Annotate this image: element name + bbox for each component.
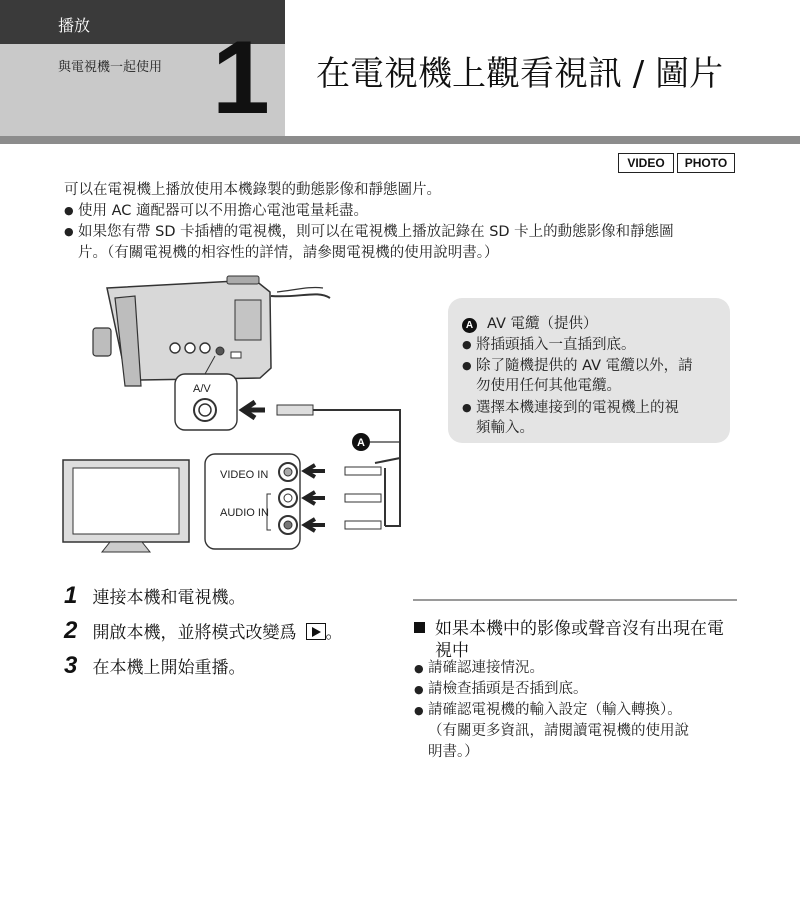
step-number: 1 [64, 582, 78, 609]
troubleshoot-item-text: 請確認電視機的輸入設定（輸入轉換）。 [428, 702, 682, 718]
note-bullet-text: 將插頭插入一直插到底。 [476, 337, 636, 353]
note-bullet-continuation: 頻輸入。 [476, 420, 534, 436]
page-title: 在電視機上觀看視訊 / 圖片 [316, 54, 724, 94]
audio-in-label: AUDIO IN [220, 507, 269, 519]
step-text: 連接本機和電視機。 [92, 588, 246, 608]
step-2 [64, 617, 343, 645]
note-bullet-text: 除了隨機提供的 AV 電纜以外，請 [476, 358, 693, 374]
step-number: 2 [64, 617, 78, 644]
note-bullet [462, 335, 636, 355]
note-bullet-continuation: 勿使用任何其他電纜。 [476, 378, 621, 394]
intro-bullet-text: 如果您有帶 SD 卡插槽的電視機，則可以在電視機上播放記錄在 SD 卡上的動態影像和靜態圖 [78, 224, 674, 240]
tv-illustration [63, 460, 189, 552]
av-port-label: A/V [193, 383, 211, 395]
note-heading-text: AV 電纜（提供） [487, 316, 598, 332]
video-mode-tag: VIDEO [618, 153, 674, 173]
cable-callout-letter: A [357, 437, 365, 449]
troubleshoot-heading-line: 視中 [435, 641, 469, 661]
troubleshoot-item [414, 658, 544, 679]
note-heading [462, 314, 598, 334]
note-callout-letter: A [462, 318, 477, 333]
intro-bullet-text: 使用 AC 適配器可以不用擔心電池電量耗盡。 [78, 203, 369, 219]
subsection-label: 與電視機一起使用 [58, 60, 163, 75]
note-bullet [462, 356, 693, 376]
chapter-number: 1 [212, 20, 270, 136]
troubleshoot-item-continuation: 明書。） [428, 744, 479, 760]
step-text: 開啟本機，並將模式改變爲 [92, 623, 297, 643]
video-in-label: VIDEO IN [220, 469, 269, 481]
connection-diagram [55, 268, 435, 558]
note-bullet-text: 選擇本機連接到的電視機上的視 [476, 400, 679, 416]
troubleshoot-item-text: 請檢查插頭是否插到底。 [428, 681, 588, 697]
arrow-left-icon [243, 402, 265, 418]
play-mode-icon [306, 623, 326, 640]
step-1 [64, 582, 245, 610]
step-text: 在本機上開始重播。 [92, 658, 246, 678]
troubleshoot-item-text: 請確認連接情況。 [428, 660, 544, 676]
intro-bullet [64, 201, 368, 221]
step-text-suffix: 。 [325, 623, 343, 643]
troubleshoot-heading-line: 如果本機中的影像或聲音沒有出現在電 [435, 619, 724, 639]
intro-bullet [64, 222, 674, 242]
step-number: 3 [64, 652, 78, 679]
section-label: 播放 [58, 16, 91, 35]
troubleshoot-divider [413, 599, 737, 601]
note-bullet [462, 398, 679, 418]
troubleshoot-item [414, 700, 682, 721]
camcorder-illustration [93, 276, 330, 386]
intro-bullet-continuation: 片。（有關電視機的相容性的詳情，請參閱電視機的使用說明書。） [78, 245, 499, 261]
troubleshoot-item [414, 679, 588, 700]
square-bullet-icon [414, 622, 425, 633]
intro-paragraph: 可以在電視機上播放使用本機錄製的動態影像和靜態圖片。 [64, 182, 441, 198]
step-3 [64, 652, 245, 680]
tv-input-panel [205, 454, 300, 549]
troubleshoot-item-continuation: （有關更多資訊，請閱讀電視機的使用說 [428, 723, 689, 739]
photo-mode-tag: PHOTO [677, 153, 735, 173]
header-divider [0, 136, 800, 144]
